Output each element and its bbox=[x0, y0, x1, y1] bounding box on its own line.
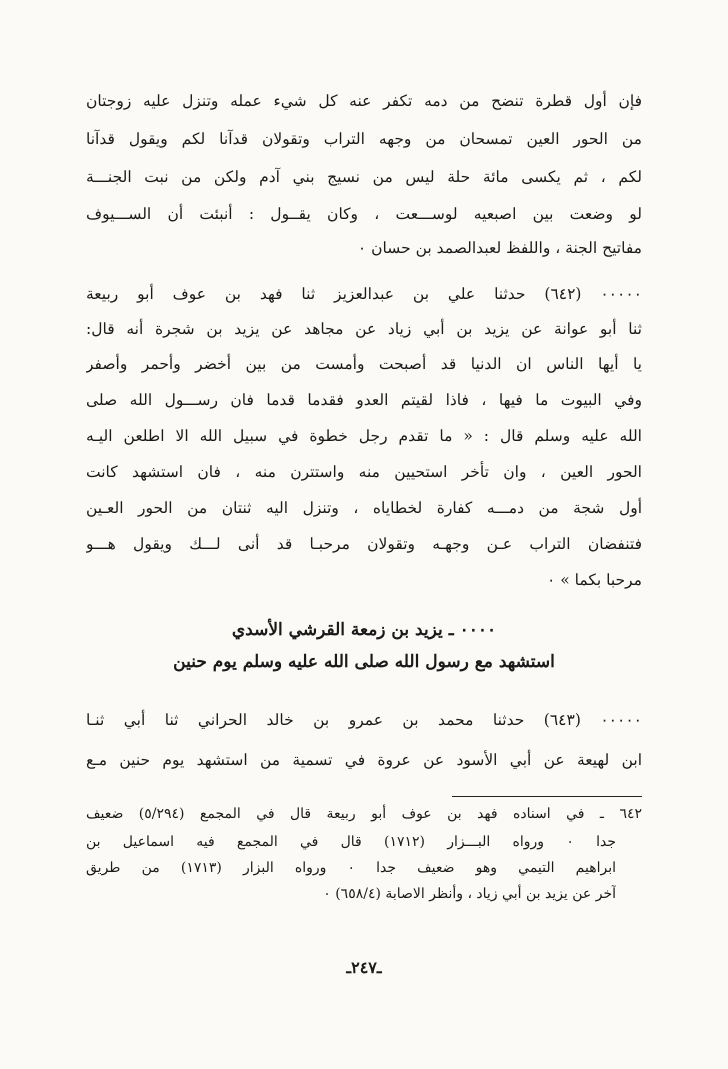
hadith-line: وفي البيوت ما فيها ، فاذا لقيتم العدو فقدما قدما فان رســـول الله صلى bbox=[86, 391, 642, 409]
hadith-line: الحور العين ، وان تأخر استحيين منه واستترن منه ، فان استشهد كانت bbox=[86, 463, 642, 481]
body-line: لكم ، ثم يكسى مائة حلة ليس من نسيج بني آدم ولكن من نبت الجنـــة bbox=[86, 168, 642, 186]
footnote-divider bbox=[452, 796, 642, 797]
page-number: ـ٢٤٧ـ bbox=[346, 958, 382, 977]
hadith-line: الله عليه وسلم قال : « ما تقدم رجل خطوة في سبيل الله الا اطلعن اليـه bbox=[86, 427, 642, 445]
hadith-line: ثنا أبو عوانة عن يزيد بن أبي زياد عن مجاهد عن يزيد بن شجرة أنه قال: bbox=[86, 320, 642, 338]
footnote-line: ٦٤٢ ـ في اسناده فهد بن عوف أبو ربيعة قال في المجمع (٥/٢٩٤) ضعيف bbox=[86, 806, 642, 822]
footnote-line: جدا ٠ ورواه البـــزار (١٧١٢) قال في المجمع فيه اسماعيل بن bbox=[86, 834, 616, 850]
body-line: لو وضعت بين اصبعيه لوســـعت ، وكان يقــول : أنبئت أن الســـيوف bbox=[86, 205, 642, 223]
body-line: من الحور العين تمسحان من وجهه التراب وتقولان قدآنا لكم ويقول قدآنا bbox=[86, 130, 642, 148]
hadith-line: يا أيها الناس ان الدنيا قد أصبحت وأمست من بين أخضر وأحمر وأصفر bbox=[86, 355, 642, 373]
footnote-line: آخر عن يزيد بن أبي زياد ، وأنظر الاصابة (٦٥٨/٤) ٠ bbox=[323, 886, 616, 902]
hadith-line: ٠٠٠٠٠ (٦٤٢) حدثنا علي بن عبدالعزيز ثنا فهد بن عوف أبو ربيعة bbox=[86, 285, 642, 303]
hadith-line: ٠٠٠٠٠ (٦٤٣) حدثنا محمد بن عمرو بن خالد الحراني ثنا أبي ثنـا bbox=[86, 711, 642, 729]
body-line: فإن أول قطرة تنضح من دمه تكفر عنه كل شيء عمله وتنزل عليه زوجتان bbox=[86, 92, 642, 110]
hadith-line: مرحبا بكما » ٠ bbox=[547, 571, 642, 589]
body-line: مفاتيح الجنة ، واللفظ لعبدالصمد بن حسان ٠ bbox=[357, 239, 642, 257]
hadith-line: ابن لهيعة عن أبي الأسود عن عروة في تسمية من استشهد يوم حنين مـع bbox=[86, 751, 642, 769]
hadith-line: أول شجة من دمـــه كفارة لخطاياه ، وتنزل اليه ثنتان من الحور العـين bbox=[86, 499, 642, 517]
section-title: ٠٠٠٠ ـ يزيد بن زمعة القرشي الأسدي bbox=[231, 620, 497, 640]
hadith-line: فتنفضان التراب عـن وجهـه وتقولان مرحبـا قد أنى لـــك ويقول هـــو bbox=[86, 535, 642, 553]
footnote-line: ابراهيم التيمي وهو ضعيف جدا ٠ ورواه البزار (١٧١٣) من طريق bbox=[86, 860, 616, 876]
section-subtitle: استشهد مع رسول الله صلى الله عليه وسلم يوم حنين bbox=[173, 652, 555, 672]
